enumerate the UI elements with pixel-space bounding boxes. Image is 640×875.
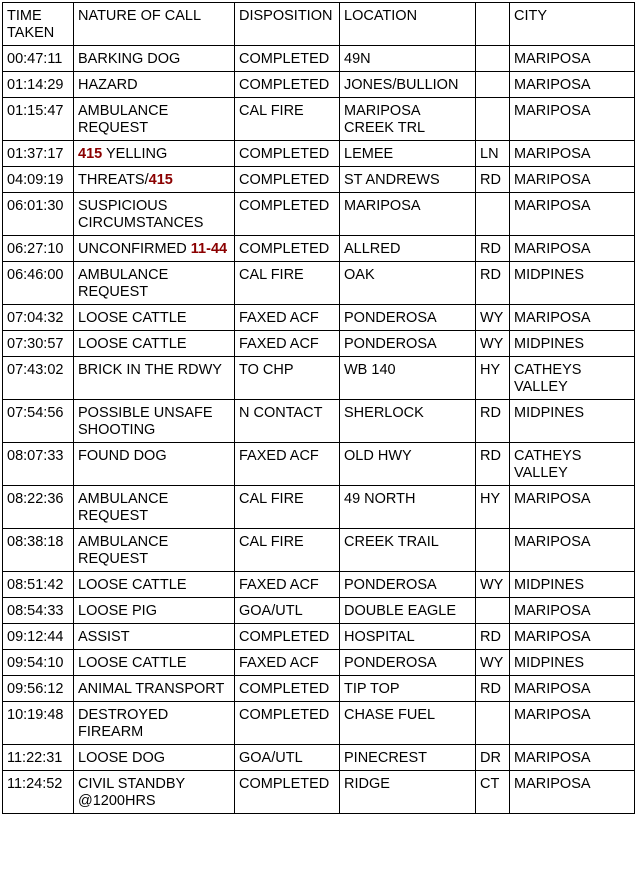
cell-time-taken: 08:51:42 (3, 572, 74, 598)
nature-code-highlight: 415 (78, 146, 103, 162)
cell-disposition: COMPLETED (235, 236, 340, 262)
table-row (3, 331, 635, 357)
table-row (3, 305, 635, 331)
cell-location: JONES/BULLION (340, 72, 476, 98)
cell-nature-of-call: AMBULANCE REQUEST (74, 529, 235, 572)
cell-location: MARIPOSA (340, 193, 476, 236)
cell-street-suffix: CT (476, 771, 510, 814)
cell-street-suffix (476, 529, 510, 572)
header-city: CITY (510, 3, 635, 46)
cell-street-suffix: LN (476, 141, 510, 167)
cell-city: MARIPOSA (510, 167, 635, 193)
table-row (3, 598, 635, 624)
cell-location: CREEK TRAIL (340, 529, 476, 572)
cell-location: CHASE FUEL (340, 702, 476, 745)
cell-location: TIP TOP (340, 676, 476, 702)
cell-disposition: GOA/UTL (235, 598, 340, 624)
cell-time-taken: 04:09:19 (3, 167, 74, 193)
cell-disposition: TO CHP (235, 357, 340, 400)
cell-city: MARIPOSA (510, 236, 635, 262)
cell-city: MARIPOSA (510, 529, 635, 572)
cell-time-taken: 11:22:31 (3, 745, 74, 771)
cell-city: MARIPOSA (510, 72, 635, 98)
cell-street-suffix (476, 98, 510, 141)
cell-nature-of-call: AMBULANCE REQUEST (74, 486, 235, 529)
cell-street-suffix (476, 702, 510, 745)
header-disposition: DISPOSITION (235, 3, 340, 46)
table-row (3, 650, 635, 676)
cell-nature-of-call: LOOSE CATTLE (74, 305, 235, 331)
cell-street-suffix (476, 193, 510, 236)
cell-nature-of-call: ANIMAL TRANSPORT (74, 676, 235, 702)
nature-text: YELLING (102, 146, 168, 162)
table-row (3, 771, 635, 814)
cell-disposition: COMPLETED (235, 771, 340, 814)
cell-street-suffix: WY (476, 572, 510, 598)
header-row (3, 3, 635, 46)
cell-disposition: GOA/UTL (235, 745, 340, 771)
cell-nature-of-call: LOOSE CATTLE (74, 572, 235, 598)
cell-disposition: COMPLETED (235, 624, 340, 650)
cell-time-taken: 06:27:10 (3, 236, 74, 262)
cell-street-suffix (476, 72, 510, 98)
cell-time-taken: 07:54:56 (3, 400, 74, 443)
table-row (3, 72, 635, 98)
cell-time-taken: 01:37:17 (3, 141, 74, 167)
cell-location: RIDGE (340, 771, 476, 814)
cell-time-taken: 06:46:00 (3, 262, 74, 305)
cell-location: OAK (340, 262, 476, 305)
cell-city: MARIPOSA (510, 676, 635, 702)
cell-location: HOSPITAL (340, 624, 476, 650)
cell-nature-of-call (74, 141, 235, 167)
cell-time-taken: 07:04:32 (3, 305, 74, 331)
cell-nature-of-call: POSSIBLE UNSAFE SHOOTING (74, 400, 235, 443)
table-row (3, 676, 635, 702)
cell-location: DOUBLE EAGLE (340, 598, 476, 624)
cell-disposition: COMPLETED (235, 72, 340, 98)
cell-disposition: COMPLETED (235, 676, 340, 702)
nature-code-highlight: 11-44 (190, 241, 228, 257)
header-time-taken: TIME TAKEN (3, 3, 74, 46)
cell-time-taken: 08:38:18 (3, 529, 74, 572)
cell-disposition: CAL FIRE (235, 98, 340, 141)
cell-nature-of-call: FOUND DOG (74, 443, 235, 486)
cell-street-suffix: HY (476, 486, 510, 529)
table-row (3, 745, 635, 771)
header-nature-of-call: NATURE OF CALL (74, 3, 235, 46)
cell-nature-of-call: LOOSE DOG (74, 745, 235, 771)
cell-time-taken: 09:56:12 (3, 676, 74, 702)
cell-time-taken: 06:01:30 (3, 193, 74, 236)
table-row (3, 702, 635, 745)
cell-time-taken: 08:07:33 (3, 443, 74, 486)
cell-street-suffix: RD (476, 443, 510, 486)
nature-text: UNCONFIRMED (78, 241, 191, 257)
cell-time-taken: 11:24:52 (3, 771, 74, 814)
cell-city: MARIPOSA (510, 624, 635, 650)
cell-city: MARIPOSA (510, 193, 635, 236)
cell-location: 49 NORTH (340, 486, 476, 529)
cell-location: PONDEROSA (340, 331, 476, 357)
cell-nature-of-call: CIVIL STANDBY @1200HRS (74, 771, 235, 814)
table-row (3, 262, 635, 305)
cell-disposition: FAXED ACF (235, 305, 340, 331)
cell-time-taken: 07:30:57 (3, 331, 74, 357)
cell-disposition: FAXED ACF (235, 331, 340, 357)
cell-street-suffix (476, 46, 510, 72)
table-row (3, 529, 635, 572)
cell-nature-of-call (74, 236, 235, 262)
cell-street-suffix: RD (476, 236, 510, 262)
cell-city: MARIPOSA (510, 598, 635, 624)
table-row (3, 572, 635, 598)
cell-street-suffix: RD (476, 167, 510, 193)
cell-street-suffix: WY (476, 650, 510, 676)
cell-street-suffix: RD (476, 624, 510, 650)
cell-street-suffix: HY (476, 357, 510, 400)
cell-city: MIDPINES (510, 331, 635, 357)
cell-city: MIDPINES (510, 650, 635, 676)
cell-location: ST ANDREWS (340, 167, 476, 193)
cell-disposition: COMPLETED (235, 167, 340, 193)
cell-location: PONDEROSA (340, 572, 476, 598)
cell-street-suffix: RD (476, 400, 510, 443)
cell-disposition: FAXED ACF (235, 572, 340, 598)
call-log-table (2, 2, 635, 814)
cell-disposition: COMPLETED (235, 141, 340, 167)
cell-nature-of-call: AMBULANCE REQUEST (74, 262, 235, 305)
cell-location: PINECREST (340, 745, 476, 771)
cell-city: CATHEYS VALLEY (510, 357, 635, 400)
cell-nature-of-call: BARKING DOG (74, 46, 235, 72)
cell-city: MARIPOSA (510, 771, 635, 814)
cell-city: MIDPINES (510, 572, 635, 598)
cell-nature-of-call: HAZARD (74, 72, 235, 98)
table-row (3, 46, 635, 72)
cell-city: MARIPOSA (510, 702, 635, 745)
cell-time-taken: 01:15:47 (3, 98, 74, 141)
cell-city: CATHEYS VALLEY (510, 443, 635, 486)
cell-street-suffix (476, 598, 510, 624)
table-row (3, 98, 635, 141)
cell-disposition: FAXED ACF (235, 650, 340, 676)
cell-time-taken: 08:22:36 (3, 486, 74, 529)
table-row (3, 400, 635, 443)
cell-time-taken: 08:54:33 (3, 598, 74, 624)
cell-disposition: N CONTACT (235, 400, 340, 443)
table-row (3, 167, 635, 193)
cell-city: MIDPINES (510, 262, 635, 305)
table-row (3, 357, 635, 400)
cell-location: MARIPOSA CREEK TRL (340, 98, 476, 141)
cell-time-taken: 09:54:10 (3, 650, 74, 676)
cell-nature-of-call: LOOSE CATTLE (74, 331, 235, 357)
cell-street-suffix: RD (476, 262, 510, 305)
cell-disposition: CAL FIRE (235, 262, 340, 305)
cell-city: MIDPINES (510, 400, 635, 443)
cell-city: MARIPOSA (510, 745, 635, 771)
cell-nature-of-call: BRICK IN THE RDWY (74, 357, 235, 400)
table-row (3, 236, 635, 262)
cell-city: MARIPOSA (510, 98, 635, 141)
cell-street-suffix: WY (476, 305, 510, 331)
cell-location: ALLRED (340, 236, 476, 262)
table-row (3, 141, 635, 167)
cell-disposition: COMPLETED (235, 46, 340, 72)
cell-disposition: COMPLETED (235, 702, 340, 745)
cell-nature-of-call: ASSIST (74, 624, 235, 650)
cell-time-taken: 01:14:29 (3, 72, 74, 98)
cell-disposition: CAL FIRE (235, 529, 340, 572)
cell-nature-of-call: LOOSE CATTLE (74, 650, 235, 676)
cell-city: MARIPOSA (510, 305, 635, 331)
table-row (3, 443, 635, 486)
cell-location: PONDEROSA (340, 650, 476, 676)
cell-time-taken: 09:12:44 (3, 624, 74, 650)
cell-nature-of-call: SUSPICIOUS CIRCUMSTANCES (74, 193, 235, 236)
cell-time-taken: 10:19:48 (3, 702, 74, 745)
cell-disposition: COMPLETED (235, 193, 340, 236)
cell-city: MARIPOSA (510, 486, 635, 529)
cell-location: LEMEE (340, 141, 476, 167)
cell-location: WB 140 (340, 357, 476, 400)
cell-time-taken: 00:47:11 (3, 46, 74, 72)
cell-street-suffix: WY (476, 331, 510, 357)
header-street-suffix (476, 3, 510, 46)
cell-time-taken: 07:43:02 (3, 357, 74, 400)
cell-nature-of-call: DESTROYED FIREARM (74, 702, 235, 745)
cell-city: MARIPOSA (510, 46, 635, 72)
cell-city: MARIPOSA (510, 141, 635, 167)
header-location: LOCATION (340, 3, 476, 46)
cell-nature-of-call: LOOSE PIG (74, 598, 235, 624)
cell-nature-of-call: AMBULANCE REQUEST (74, 98, 235, 141)
nature-code-highlight: 415 (148, 172, 173, 188)
cell-location: OLD HWY (340, 443, 476, 486)
cell-nature-of-call (74, 167, 235, 193)
cell-location: SHERLOCK (340, 400, 476, 443)
cell-location: 49N (340, 46, 476, 72)
cell-location: PONDEROSA (340, 305, 476, 331)
table-row (3, 624, 635, 650)
cell-street-suffix: RD (476, 676, 510, 702)
table-row (3, 193, 635, 236)
table-row (3, 486, 635, 529)
cell-disposition: FAXED ACF (235, 443, 340, 486)
cell-disposition: CAL FIRE (235, 486, 340, 529)
cell-street-suffix: DR (476, 745, 510, 771)
nature-text: THREATS/ (78, 172, 149, 188)
